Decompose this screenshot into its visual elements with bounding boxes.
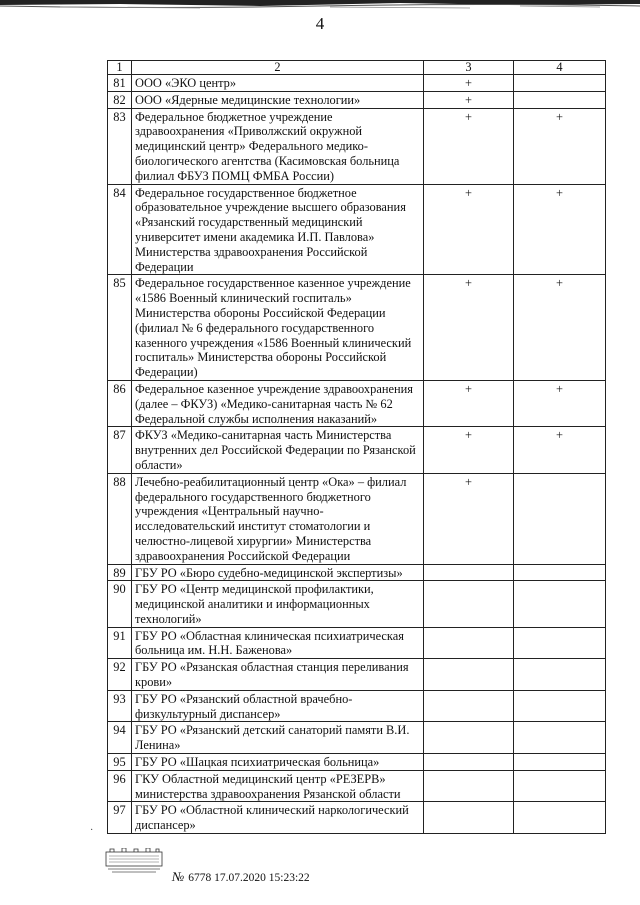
mark-col-4 [514, 91, 606, 108]
row-number: 82 [108, 91, 132, 108]
row-number: 96 [108, 770, 132, 802]
row-number: 93 [108, 690, 132, 722]
table-row [108, 722, 606, 754]
row-number: 86 [108, 380, 132, 426]
registration-number-datetime: 6778 17.07.2020 15:23:22 [188, 872, 310, 884]
table-header-row [108, 61, 606, 75]
organization-name: Федеральное государственное казенное учреждение «1586 Военный клинический госпиталь» Министерства обороны Российской Федерации (филиал № 6 федерального государственного казенного учреждения «1586 Военный клинический госпиталь» Министерства обороны Российской Федерации) [132, 275, 424, 381]
mark-col-3: + [424, 184, 514, 275]
mark-col-4 [514, 659, 606, 691]
organization-name: ГБУ РО «Областная клиническая психиатрическая больница им. Н.Н. Баженова» [132, 627, 424, 659]
mark-col-4 [514, 754, 606, 771]
row-number: 92 [108, 659, 132, 691]
mark-col-4: + [514, 380, 606, 426]
organization-name: ГБУ РО «Рязанский областной врачебно-физкультурный диспансер» [132, 690, 424, 722]
mark-col-4 [514, 770, 606, 802]
mark-col-3: + [424, 275, 514, 381]
organization-name: Федеральное казенное учреждение здравоохранения (далее – ФКУЗ) «Медико-санитарная часть № 62 Федеральной службы исполнения наказаний» [132, 380, 424, 426]
mark-col-3: + [424, 91, 514, 108]
mark-col-4: + [514, 108, 606, 184]
table-row [108, 380, 606, 426]
organization-name: ГКУ Областной медицинский центр «РЕЗЕРВ» министерства здравоохранения Рязанской области [132, 770, 424, 802]
table-row [108, 75, 606, 92]
mark-col-4 [514, 473, 606, 564]
mark-col-3: + [424, 75, 514, 92]
table-row [108, 802, 606, 834]
mark-col-4 [514, 564, 606, 581]
row-number: 84 [108, 184, 132, 275]
row-number: 87 [108, 427, 132, 473]
table-row [108, 564, 606, 581]
organization-name: ГБУ РО «Рязанский детский санаторий памяти В.И. Ленина» [132, 722, 424, 754]
table-body [108, 61, 606, 834]
page-number: 4 [315, 14, 325, 33]
table-row [108, 690, 606, 722]
row-number: 89 [108, 564, 132, 581]
organization-name: ГБУ РО «Рязанская областная станция переливания крови» [132, 659, 424, 691]
registration-line [172, 870, 310, 885]
header-col-1: 1 [108, 61, 132, 75]
row-number: 90 [108, 581, 132, 627]
table-row [108, 754, 606, 771]
mark-col-4 [514, 627, 606, 659]
mark-col-3: + [424, 427, 514, 473]
mark-col-4: + [514, 275, 606, 381]
mark-col-4: + [514, 184, 606, 275]
header-col-3: 3 [424, 61, 514, 75]
mark-col-4 [514, 722, 606, 754]
row-number: 85 [108, 275, 132, 381]
mark-col-3 [424, 690, 514, 722]
mark-col-3: + [424, 380, 514, 426]
mark-col-3 [424, 581, 514, 627]
organization-name: ООО «Ядерные медицинские технологии» [132, 91, 424, 108]
mark-col-3 [424, 564, 514, 581]
table-row [108, 659, 606, 691]
mark-col-3: + [424, 473, 514, 564]
mark-col-4 [514, 75, 606, 92]
organization-name: ГБУ РО «Бюро судебно-медицинской экспертизы» [132, 564, 424, 581]
row-number: 95 [108, 754, 132, 771]
organization-name: ООО «ЭКО центр» [132, 75, 424, 92]
mark-col-3 [424, 802, 514, 834]
table-row [108, 473, 606, 564]
mark-col-3 [424, 659, 514, 691]
doc-number-symbol: № [172, 869, 185, 884]
scan-edge-artifact [0, 0, 640, 14]
table-row [108, 91, 606, 108]
page-footer [0, 848, 640, 888]
row-number: 88 [108, 473, 132, 564]
row-number: 94 [108, 722, 132, 754]
row-number: 91 [108, 627, 132, 659]
organization-name: ГБУ РО «Центр медицинской профилактики, медицинской аналитики и информационных технологий» [132, 581, 424, 627]
table-row [108, 275, 606, 381]
table-row [108, 770, 606, 802]
organization-name: ГБУ РО «Областной клинический наркологический диспансер» [132, 802, 424, 834]
table-row [108, 627, 606, 659]
organization-name: Лечебно-реабилитационный центр «Ока» – филиал федерального государственного бюджетного учреждения «Центральный научно-исследовательский институт стоматологии и челюстно-лицевой хирургии» Министерства здравоохранения Российской Федерации [132, 473, 424, 564]
mark-col-4 [514, 802, 606, 834]
organization-name: Федеральное государственное бюджетное образовательное учреждение высшего образования «Рязанский государственный медицинский университет имени академика И.П. Павлова» Министерства здравоохранения Российской Федерации [132, 184, 424, 275]
mark-col-3 [424, 754, 514, 771]
organization-name: ФКУЗ «Медико-санитарная часть Министерства внутренних дел Российской Федерации по Рязанской области» [132, 427, 424, 473]
organizations-table [107, 60, 606, 834]
table-row [108, 108, 606, 184]
row-number: 83 [108, 108, 132, 184]
table-row [108, 427, 606, 473]
header-col-4: 4 [514, 61, 606, 75]
registration-stamp [104, 848, 164, 874]
mark-col-3 [424, 627, 514, 659]
mark-col-4 [514, 690, 606, 722]
mark-col-3 [424, 770, 514, 802]
mark-col-3 [424, 722, 514, 754]
organization-name: ГБУ РО «Шацкая психиатрическая больница» [132, 754, 424, 771]
row-number: 81 [108, 75, 132, 92]
mark-col-3: + [424, 108, 514, 184]
table-row [108, 184, 606, 275]
mark-col-4: + [514, 427, 606, 473]
scan-speck: · [90, 825, 94, 836]
mark-col-4 [514, 581, 606, 627]
header-col-2: 2 [132, 61, 424, 75]
table-row [108, 581, 606, 627]
row-number: 97 [108, 802, 132, 834]
organization-name: Федеральное бюджетное учреждение здравоохранения «Приволжский окружной медицинский центр» Федерального медико-биологического агентства (Касимовская больница филиал ФБУЗ ПОМЦ ФМБА России) [132, 108, 424, 184]
